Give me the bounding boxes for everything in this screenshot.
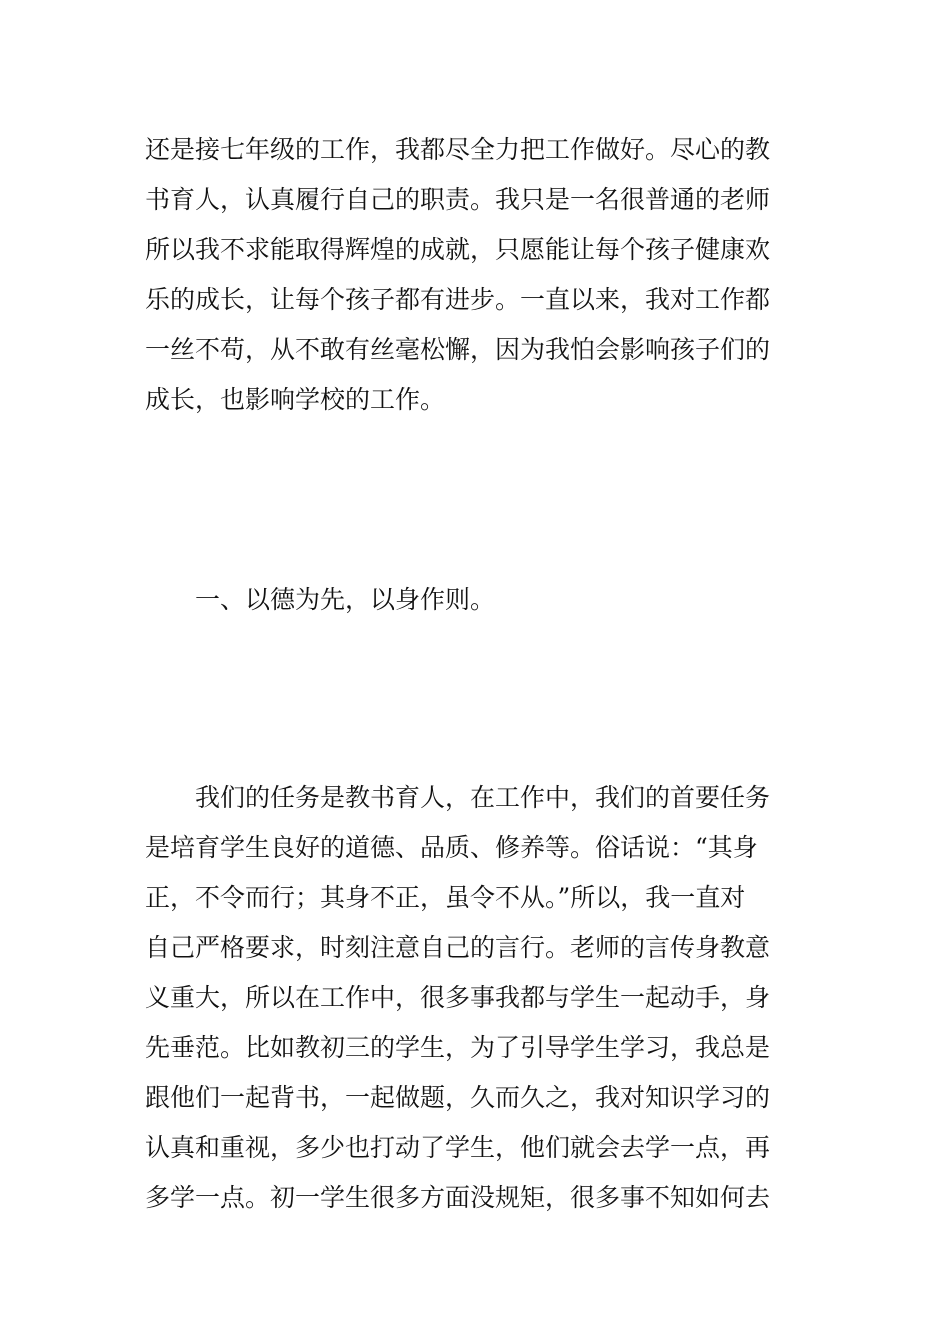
paragraph-1-line-1: 还是接七年级的工作，我都尽全力把工作做好。尽心的教	[145, 135, 771, 164]
paragraph-2-line-6: 先垂范。比如教初三的学生，为了引导学生学习，我总是	[145, 1033, 771, 1062]
paragraph-2-line-9: 多学一点。初一学生很多方面没规矩，很多事不知如何去	[145, 1183, 771, 1212]
paragraph-2-line-8: 认真和重视，多少也打动了学生，他们就会去学一点，再	[145, 1133, 771, 1162]
paragraph-2-line-7: 跟他们一起背书，一起做题，久而久之，我对知识学习的	[145, 1083, 771, 1112]
paragraph-1-line-6: 成长，也影响学校的工作。	[145, 385, 446, 414]
paragraph-1-line-2: 书育人，认真履行自己的职责。我只是一名很普通的老师	[145, 185, 771, 214]
paragraph-2-line-2: 是培育学生良好的道德、品质、修养等。俗话说：“其身	[145, 833, 758, 862]
paragraph-2-line-5: 义重大，所以在工作中，很多事我都与学生一起动手，身	[145, 983, 771, 1012]
paragraph-2-line-3: 正，不令而行；其身不正，虽令不从。”所以，我一直对	[145, 883, 746, 912]
paragraph-1-line-3: 所以我不求能取得辉煌的成就，只愿能让每个孩子健康欢	[145, 235, 771, 264]
paragraph-2-line-4: 自己严格要求，时刻注意自己的言行。老师的言传身教意	[145, 933, 771, 962]
section-heading: 一、以德为先，以身作则。	[195, 585, 496, 614]
paragraph-1-line-4: 乐的成长，让每个孩子都有进步。一直以来，我对工作都	[145, 285, 771, 314]
paragraph-1-line-5: 一丝不苟，从不敢有丝毫松懈，因为我怕会影响孩子们的	[145, 335, 771, 364]
paragraph-2-line-1: 我们的任务是教书育人，在工作中，我们的首要任务	[195, 783, 771, 812]
